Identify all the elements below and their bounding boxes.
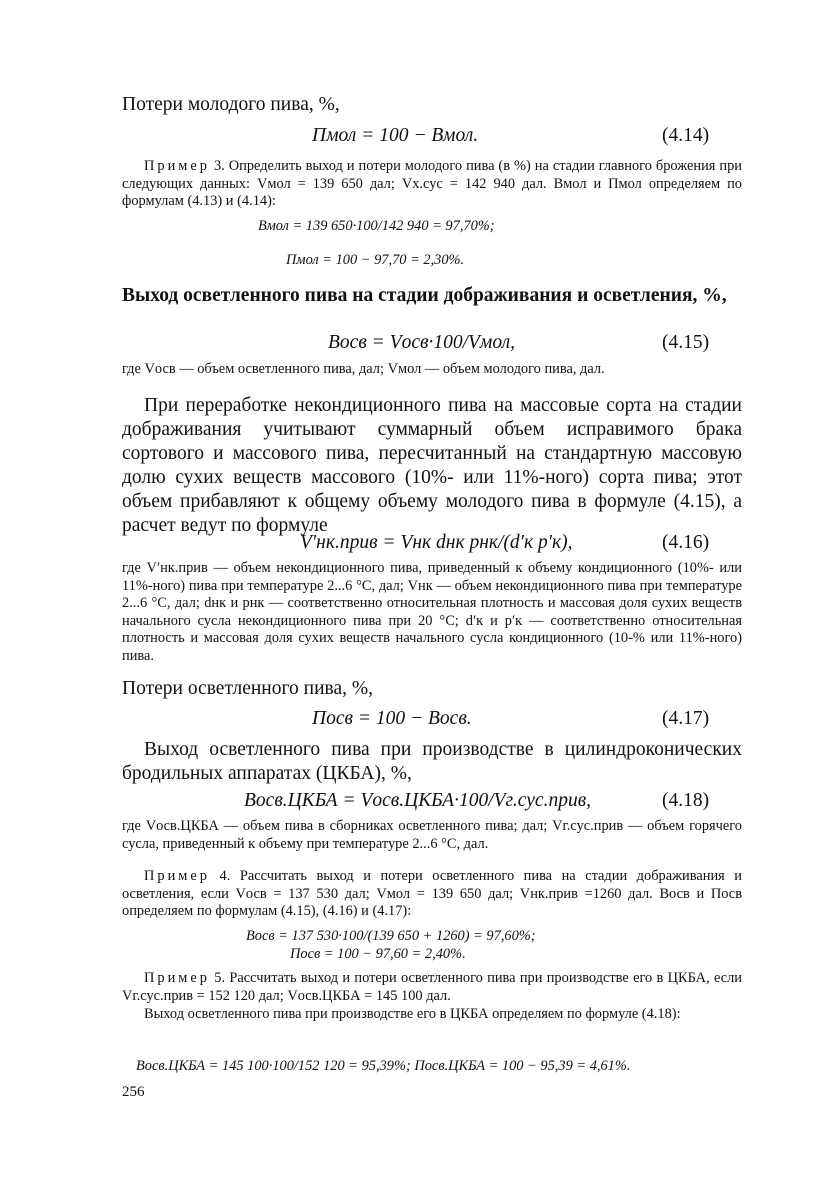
heading-young-beer-loss: Потери молодого пива, %, [122, 94, 340, 115]
example-4-calc-yield: Восв = 137 530·100/(139 650 + 1260) = 97,60%; [246, 928, 536, 944]
example-5-label: Пример [144, 970, 210, 986]
example-3-calc-yield: Вмол = 139 650·100/142 940 = 97,70%; [258, 218, 495, 234]
page-number: 256 [122, 1084, 145, 1100]
example-5-calc: Восв.ЦКБА = 145 100·100/152 120 = 95,39%; Посв.ЦКБА = 100 − 95,39 = 4,61%. [136, 1058, 631, 1074]
heading-cylindroconical-yield: Выход осветленного пива при производстве в цилиндроконических бродильных аппаратах (ЦКБА), %, [122, 739, 742, 784]
equation-number-4-15: (4.15) [662, 332, 710, 353]
example-4-paragraph [122, 868, 742, 921]
example-5-text: 5. Рассчитать выход и потери осветленного пива при производстве его в ЦКБА, если Vг.сус.прив = 152 120 дал; Vосв.ЦКБА = 145 100 дал. [122, 970, 742, 1004]
equation-4-15: Восв = Vосв·100/Vмол, [328, 332, 516, 353]
example-4-calc-loss: Посв = 100 − 97,60 = 2,40%. [290, 946, 466, 962]
example-3-label: Пример [144, 158, 210, 174]
example-3-paragraph [122, 158, 742, 211]
heading-clarified-beer-loss: Потери осветленного пива, %, [122, 678, 373, 699]
where-4-15: где Vосв — объем осветленного пива, дал; Vмол — объем молодого пива, дал. [122, 361, 605, 377]
equation-number-4-14: (4.14) [662, 125, 710, 146]
equation-4-17: Посв = 100 − Восв. [312, 708, 472, 729]
example-5-paragraph [122, 970, 742, 1005]
main-paragraph-substandard-beer: При переработке некондиционного пива на массовые сорта на стадии дображивания учитывают суммарный объем исправимого брака сортового и массового пива, пересчитанный на стандартную массовую долю сухих веществ массового (10%- или 11%-ного) сорта пива; этот объем прибавляют к общему объему молодого пива в формуле (4.15), а расчет ведут по формуле [122, 395, 742, 536]
equation-number-4-17: (4.17) [662, 708, 710, 729]
example-3-calc-loss: Пмол = 100 − 97,70 = 2,30%. [286, 252, 465, 268]
equation-4-18: Восв.ЦКБА = Vосв.ЦКБА·100/Vг.сус.прив, [244, 790, 592, 811]
equation-4-14: Пмол = 100 − Вмол. [312, 125, 479, 146]
heading-clarified-beer-yield: Выход осветленного пива на стадии дображивания и осветления, %, [122, 285, 727, 306]
example-4-text: 4. Рассчитать выход и потери осветленного пива на стадии дображивания и осветления, если Vосв = 137 530 дал; Vмол = 139 650 дал; Vнк.прив =1260 дал. Восв и Посв определяем по формулам (4.15), (4.16) и (4.17): [122, 868, 742, 919]
equation-number-4-18: (4.18) [662, 790, 710, 811]
example-4-label: Пример [144, 868, 210, 884]
where-4-16: где V′нк.прив — объем некондиционного пива, приведенный к объему кондиционного (10%- или 11%-ного) пива при температуре 2...6 °С, дал; Vнк — объем некондиционного пива при температуре 2...6 °С, дал; dнк и pнк — соответственно относительная плотность и массовая доля сухих веществ начального сусла некондиционного пива при 20 °С; d′к и p′к — соответственно относительная плотность и массовая доля сухих веществ начального сусла кондиционного (10-% или 11%-ного) пива. [122, 560, 742, 664]
example-5-method: Выход осветленного пива при производстве его в ЦКБА определяем по формуле (4.18): [144, 1006, 681, 1022]
equation-number-4-16: (4.16) [662, 532, 710, 553]
where-4-18: где Vосв.ЦКБА — объем пива в сборниках осветленного пива; дал; Vг.сус.прив — объем горячего сусла, приведенный к объему при температуре 2...6 °С, дал. [122, 818, 742, 852]
equation-4-16: V′нк.прив = Vнк dнк pнк/(d′к p′к), [300, 532, 573, 553]
example-3-text: 3. Определить выход и потери молодого пива (в %) на стадии главного брожения при следующих данных: Vмол = 139 650 дал; Vх.сус = 142 940 дал. Вмол и Пмол определяем по формулам (4.13) и (4.14): [122, 158, 742, 209]
